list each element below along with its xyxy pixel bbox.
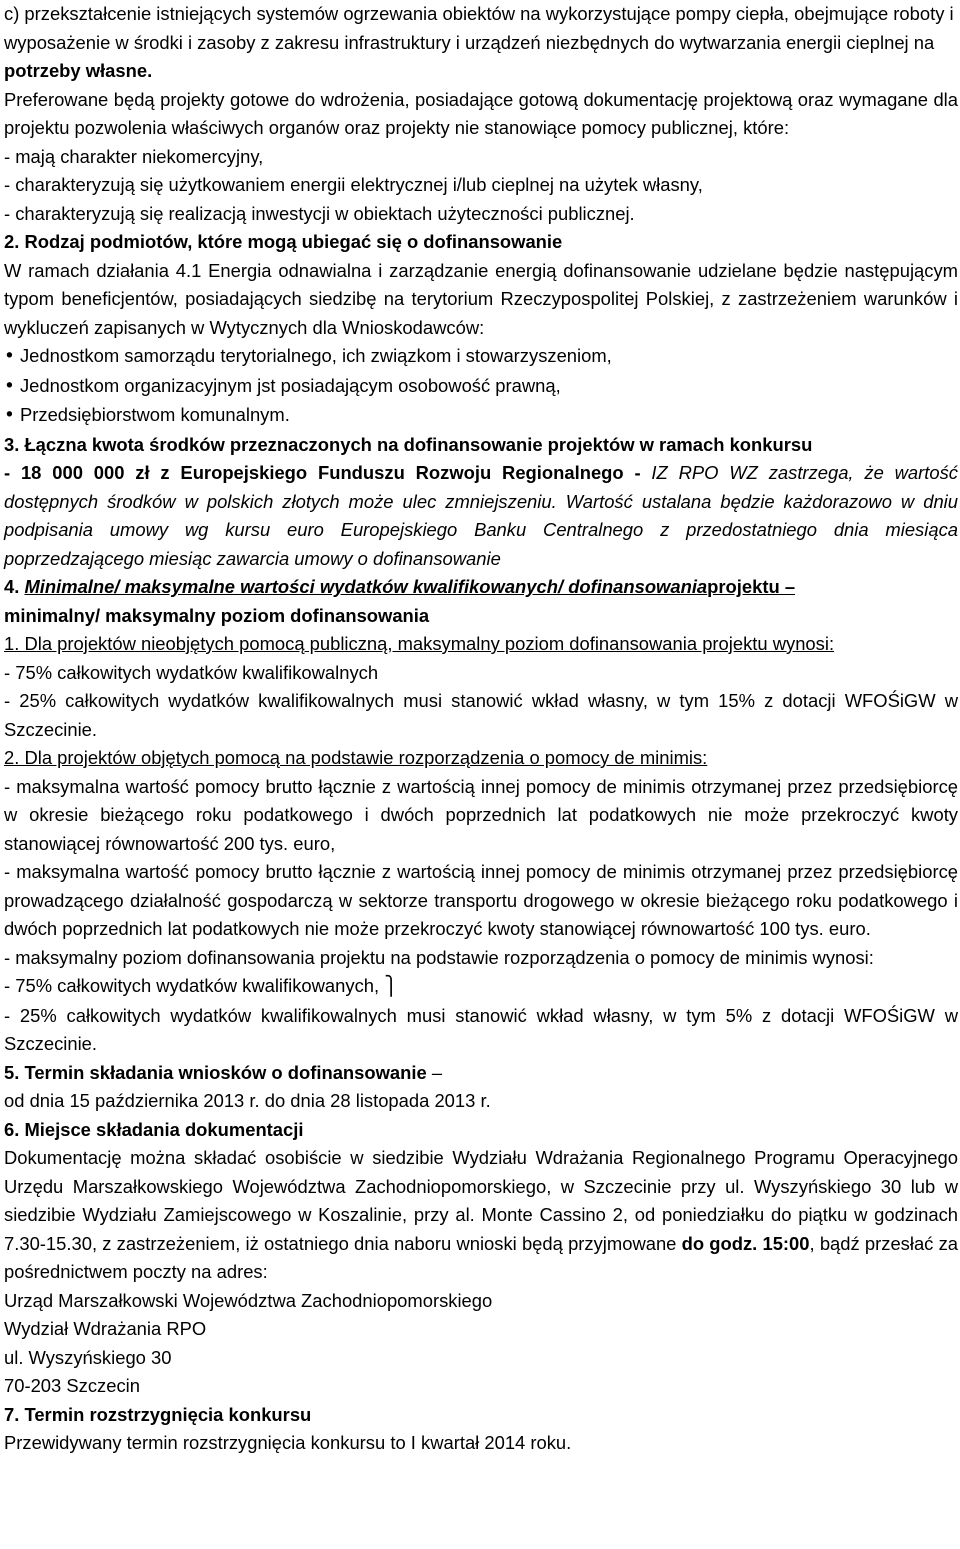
beneficiary-bullet-item — [4, 401, 958, 431]
section-5-dates: od dnia 15 października 2013 r. do dnia 28 listopada 2013 r. — [4, 1090, 491, 1111]
intro-item-c — [4, 0, 958, 86]
bullet-icon: • — [4, 346, 15, 367]
intro-item-c-text: c) przekształcenie istniejących systemów ogrzewania obiektów na wykorzystujące pompy ciepła, obejmujące roboty i wyposażenie w środki i zasoby z zakresu infrastruktury i urządzeń niezbędnych do wytwarzania energii cieplnej na — [4, 3, 954, 53]
bullet-icon: • — [4, 375, 15, 397]
section-3-heading: 3. Łączna kwota środków przeznaczonych na dofinansowanie projektów w ramach konkursu — [4, 433, 813, 455]
de-minimis-item: - maksymalna wartość pomocy brutto łącznie z wartością innej pomocy de minimis otrzymanej przez przedsiębiorcę prowadzącego działalność gospodarczą w sektorze transportu drogowego w okresie bieżącego roku podatkowego i dwóch poprzednich lat podatkowych nie może przekroczyć kwoty stanowiącej równowartość 100 tys. euro. — [4, 861, 958, 939]
address-line: 70-203 Szczecin — [4, 1375, 140, 1396]
beneficiary-bullet-item — [4, 372, 958, 402]
section-7-text: Przewidywany termin rozstrzygnięcia konkursu to I kwartał 2014 roku. — [4, 1432, 572, 1453]
section-6-text-main: Dokumentację można składać osobiście w siedzibie Wydziału Wdrażania Regionalnego Programu Operacyjnego Urzędu Marszałkowskiego Województwa Zachodniopomorskiego, w Szczecinie przy ul. Wyszyńskiego 30 lub w siedzibie Wydziału Zamiejscowego w Koszalinie, przy al. Monte Cassino 2, od poniedziałku do piątku w godzinach 7.30-15.30, z zastrzeżeniem, iż ostatniego dnia naboru wnioski będą przyjmowane — [4, 1147, 958, 1254]
criteria-item: - charakteryzują się realizacją inwestycji w obiektach użyteczności publicznej. — [4, 202, 635, 224]
de-minimis-item: - maksymalny poziom dofinansowania projektu na podstawie rozporządzenia o pomocy de minimis wynosi: — [4, 946, 874, 968]
intro-item-c-bold: potrzeby własne. — [4, 60, 153, 81]
funding-limit-item: - 25% całkowitych wydatków kwalifikowalnych musi stanowić wkład własny, w tym 15% z dotacji WFOŚiGW w Szczecinie. — [4, 690, 958, 740]
section-4-heading — [4, 573, 958, 602]
section-3-amount — [4, 459, 958, 573]
subsection-2-heading: 2. Dla projektów objętych pomocą na podstawie rozporządzenia o pomocy de minimis: — [4, 747, 708, 768]
address-line: Wydział Wdrażania RPO — [4, 1318, 207, 1339]
de-minimis-item: - maksymalna wartość pomocy brutto łącznie z wartością innej pomocy de minimis otrzymanej przez przedsiębiorcę w okresie bieżącego roku podatkowego i dwóch poprzednich lat podatkowych nie może przekroczyć kwoty stanowiącej równowartość 200 tys. euro, — [4, 775, 958, 854]
funding-note: IZ RPO WZ zastrzega, że wartość dostępnych środków w polskich złotych może ulec zmniejszeniu. Wartość ustalana będzie każdorazowo w dniu podpisania umowy wg kursu euro Europejskiego Banku Centralnego z przedostatniego dnia miesiąca poprzedzającego miesiąc zawarcia umowy o dofinansowanie — [4, 462, 958, 569]
bullet-icon: • — [4, 405, 15, 426]
beneficiary-bullet-item — [4, 342, 958, 372]
de-minimis-item-text: - 75% całkowitych wydatków kwalifikowanych, — [4, 975, 385, 996]
preferred-projects-text: Preferowane będą projekty gotowe do wdrożenia, posiadające gotową dokumentację projektową oraz wymagane dla projektu pozwolenia właściwych organów oraz projekty nie stanowiące pomocy publicznej, które: — [4, 88, 958, 138]
section-4-number: 4. — [4, 576, 25, 597]
section-2-heading: 2. Rodzaj podmiotów, które mogą ubiegać się o dofinansowanie — [4, 231, 563, 252]
subsection-1-heading: 1. Dla projektów nieobjętych pomocą publiczną, maksymalny poziom dofinansowania projektu wynosi: — [4, 633, 835, 654]
section-6-text — [4, 1144, 958, 1287]
section-4-title-italic: Minimalne/ maksymalne wartości wydatków kwalifikowanych/ dofinansowania — [24, 576, 708, 597]
funding-limit-item: - 75% całkowitych wydatków kwalifikowalnych — [4, 661, 379, 683]
de-minimis-item — [4, 972, 958, 1002]
de-minimis-item: - 25% całkowitych wydatków kwalifikowalnych musi stanowić wkład własny, w tym 5% z dotacji WFOŚiGW w Szczecinie. — [4, 1004, 958, 1054]
brace-icon: ⎫ — [384, 976, 399, 997]
address-line: ul. Wyszyńskiego 30 — [4, 1346, 172, 1368]
section-6-heading: 6. Miejsce składania dokumentacji — [4, 1118, 304, 1140]
funding-amount: - 18 000 000 zł z Europejskiego Funduszu Rozwoju Regionalnego - — [4, 462, 652, 483]
section-5-dash: – — [426, 1061, 443, 1083]
criteria-item: - mają charakter niekomercyjny, — [4, 145, 264, 167]
section-5-title: 5. Termin składania wniosków o dofinansowanie — [4, 1061, 427, 1083]
section-6-text-end: , bądź przesłać za pośrednictwem poczty na adres: — [4, 1232, 958, 1282]
section-2-text: W ramach działania 4.1 Energia odnawialna i zarządzanie energią dofinansowanie udzielane będzie następującym typom beneficjentów, posiadających siedzibę na terytorium Rzeczypospolitej Polskiej, z zastrzeżeniem warunków i wykluczeń zapisanych w Wytycznych dla Wnioskodawców: — [4, 259, 958, 338]
section-4-subheading: minimalny/ maksymalny poziom dofinansowania — [4, 604, 430, 626]
section-7-heading: 7. Termin rozstrzygnięcia konkursu — [4, 1403, 312, 1425]
section-5-heading — [4, 1059, 958, 1088]
beneficiary-bullet-text: Przedsiębiorstwom komunalnym. — [19, 404, 290, 425]
section-4-title-end: projektu – — [707, 576, 796, 597]
address-line: Urząd Marszałkowski Województwa Zachodniopomorskiego — [4, 1289, 493, 1311]
beneficiary-bullet-text: Jednostkom samorządu terytorialnego, ich związkom i stowarzyszeniom, — [19, 345, 612, 366]
deadline-hour: do godz. 15:00 — [681, 1232, 810, 1254]
beneficiary-bullet-text: Jednostkom organizacyjnym jst posiadającym osobowość prawną, — [19, 374, 561, 396]
criteria-item: - charakteryzują się użytkowaniem energii elektrycznej i/lub cieplnej na użytek własny, — [4, 174, 703, 195]
